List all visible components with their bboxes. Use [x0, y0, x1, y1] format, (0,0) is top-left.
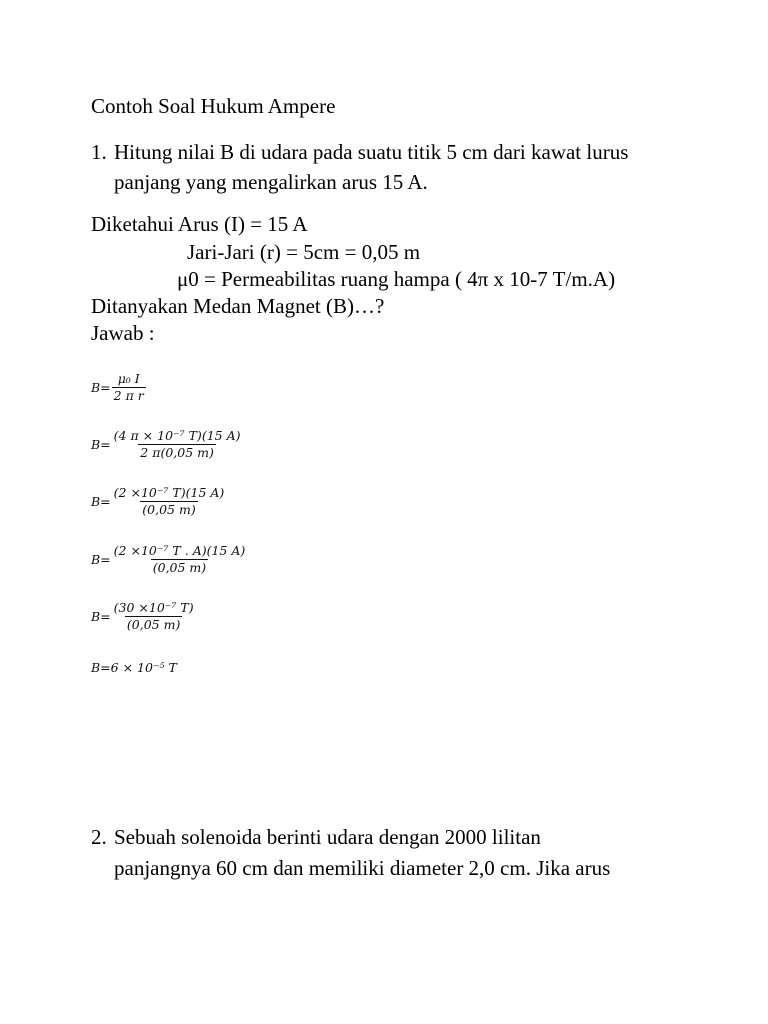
- asked-line: Ditanyakan Medan Magnet (B)…?: [91, 294, 385, 318]
- fraction-numerator: (30 ×10⁻⁷ T): [113, 600, 194, 615]
- problem-1-number: 1.: [91, 140, 107, 164]
- known-current: Diketahui Arus (I) = 15 A: [91, 212, 308, 236]
- fraction: [112, 429, 243, 460]
- fraction-numerator: (2 ×10⁻⁷ T)(15 A): [113, 485, 225, 500]
- equation-lhs: B=: [91, 379, 111, 395]
- known-radius: Jari-Jari (r) = 5cm = 0,05 m: [187, 240, 421, 264]
- problem-1-line-2: panjang yang mengalirkan arus 15 A.: [114, 170, 428, 194]
- equation-5: [91, 601, 196, 632]
- fraction: [112, 544, 248, 575]
- equation-result-text: B=6 × 10⁻⁵ T: [91, 660, 177, 675]
- fraction: [112, 486, 227, 517]
- fraction-denominator: (0,05 m): [142, 501, 196, 517]
- equation-1: [91, 372, 146, 403]
- equation-lhs: B=: [91, 436, 111, 452]
- equation-lhs: B=: [91, 608, 111, 624]
- fraction-numerator: (2 ×10⁻⁷ T . A)(15 A): [113, 543, 246, 558]
- problem-1-line-1: Hitung nilai B di udara pada suatu titik 5 cm dari kawat lurus: [114, 140, 629, 164]
- fraction-denominator: (0,05 m): [152, 559, 207, 575]
- equation-result: [91, 660, 177, 675]
- fraction: [112, 372, 146, 403]
- known-permeability: μ0 = Permeabilitas ruang hampa ( 4π x 10-7 T/m.A): [177, 267, 616, 291]
- page-title: Contoh Soal Hukum Ampere: [91, 94, 336, 118]
- problem-2-line-2: panjangnya 60 cm dan memiliki diameter 2,0 cm. Jika arus: [114, 856, 611, 880]
- equation-lhs: B=: [91, 551, 111, 567]
- fraction: [112, 601, 196, 632]
- fraction-denominator: 2 π r: [113, 387, 144, 403]
- answer-label: Jawab :: [91, 321, 155, 345]
- fraction-numerator: μ₀ I: [117, 371, 140, 386]
- fraction-numerator: (4 π × 10⁻⁷ T)(15 A): [113, 428, 241, 443]
- problem-2-number: 2.: [91, 825, 107, 849]
- equation-3: [91, 486, 226, 517]
- fraction-denominator: 2 π(0,05 m): [140, 444, 214, 460]
- equation-2: [91, 429, 242, 460]
- equation-4: [91, 544, 247, 575]
- fraction-denominator: (0,05 m): [126, 616, 181, 632]
- equation-lhs: B=: [91, 493, 111, 509]
- problem-2-line-1: Sebuah solenoida berinti udara dengan 2000 lilitan: [114, 825, 541, 849]
